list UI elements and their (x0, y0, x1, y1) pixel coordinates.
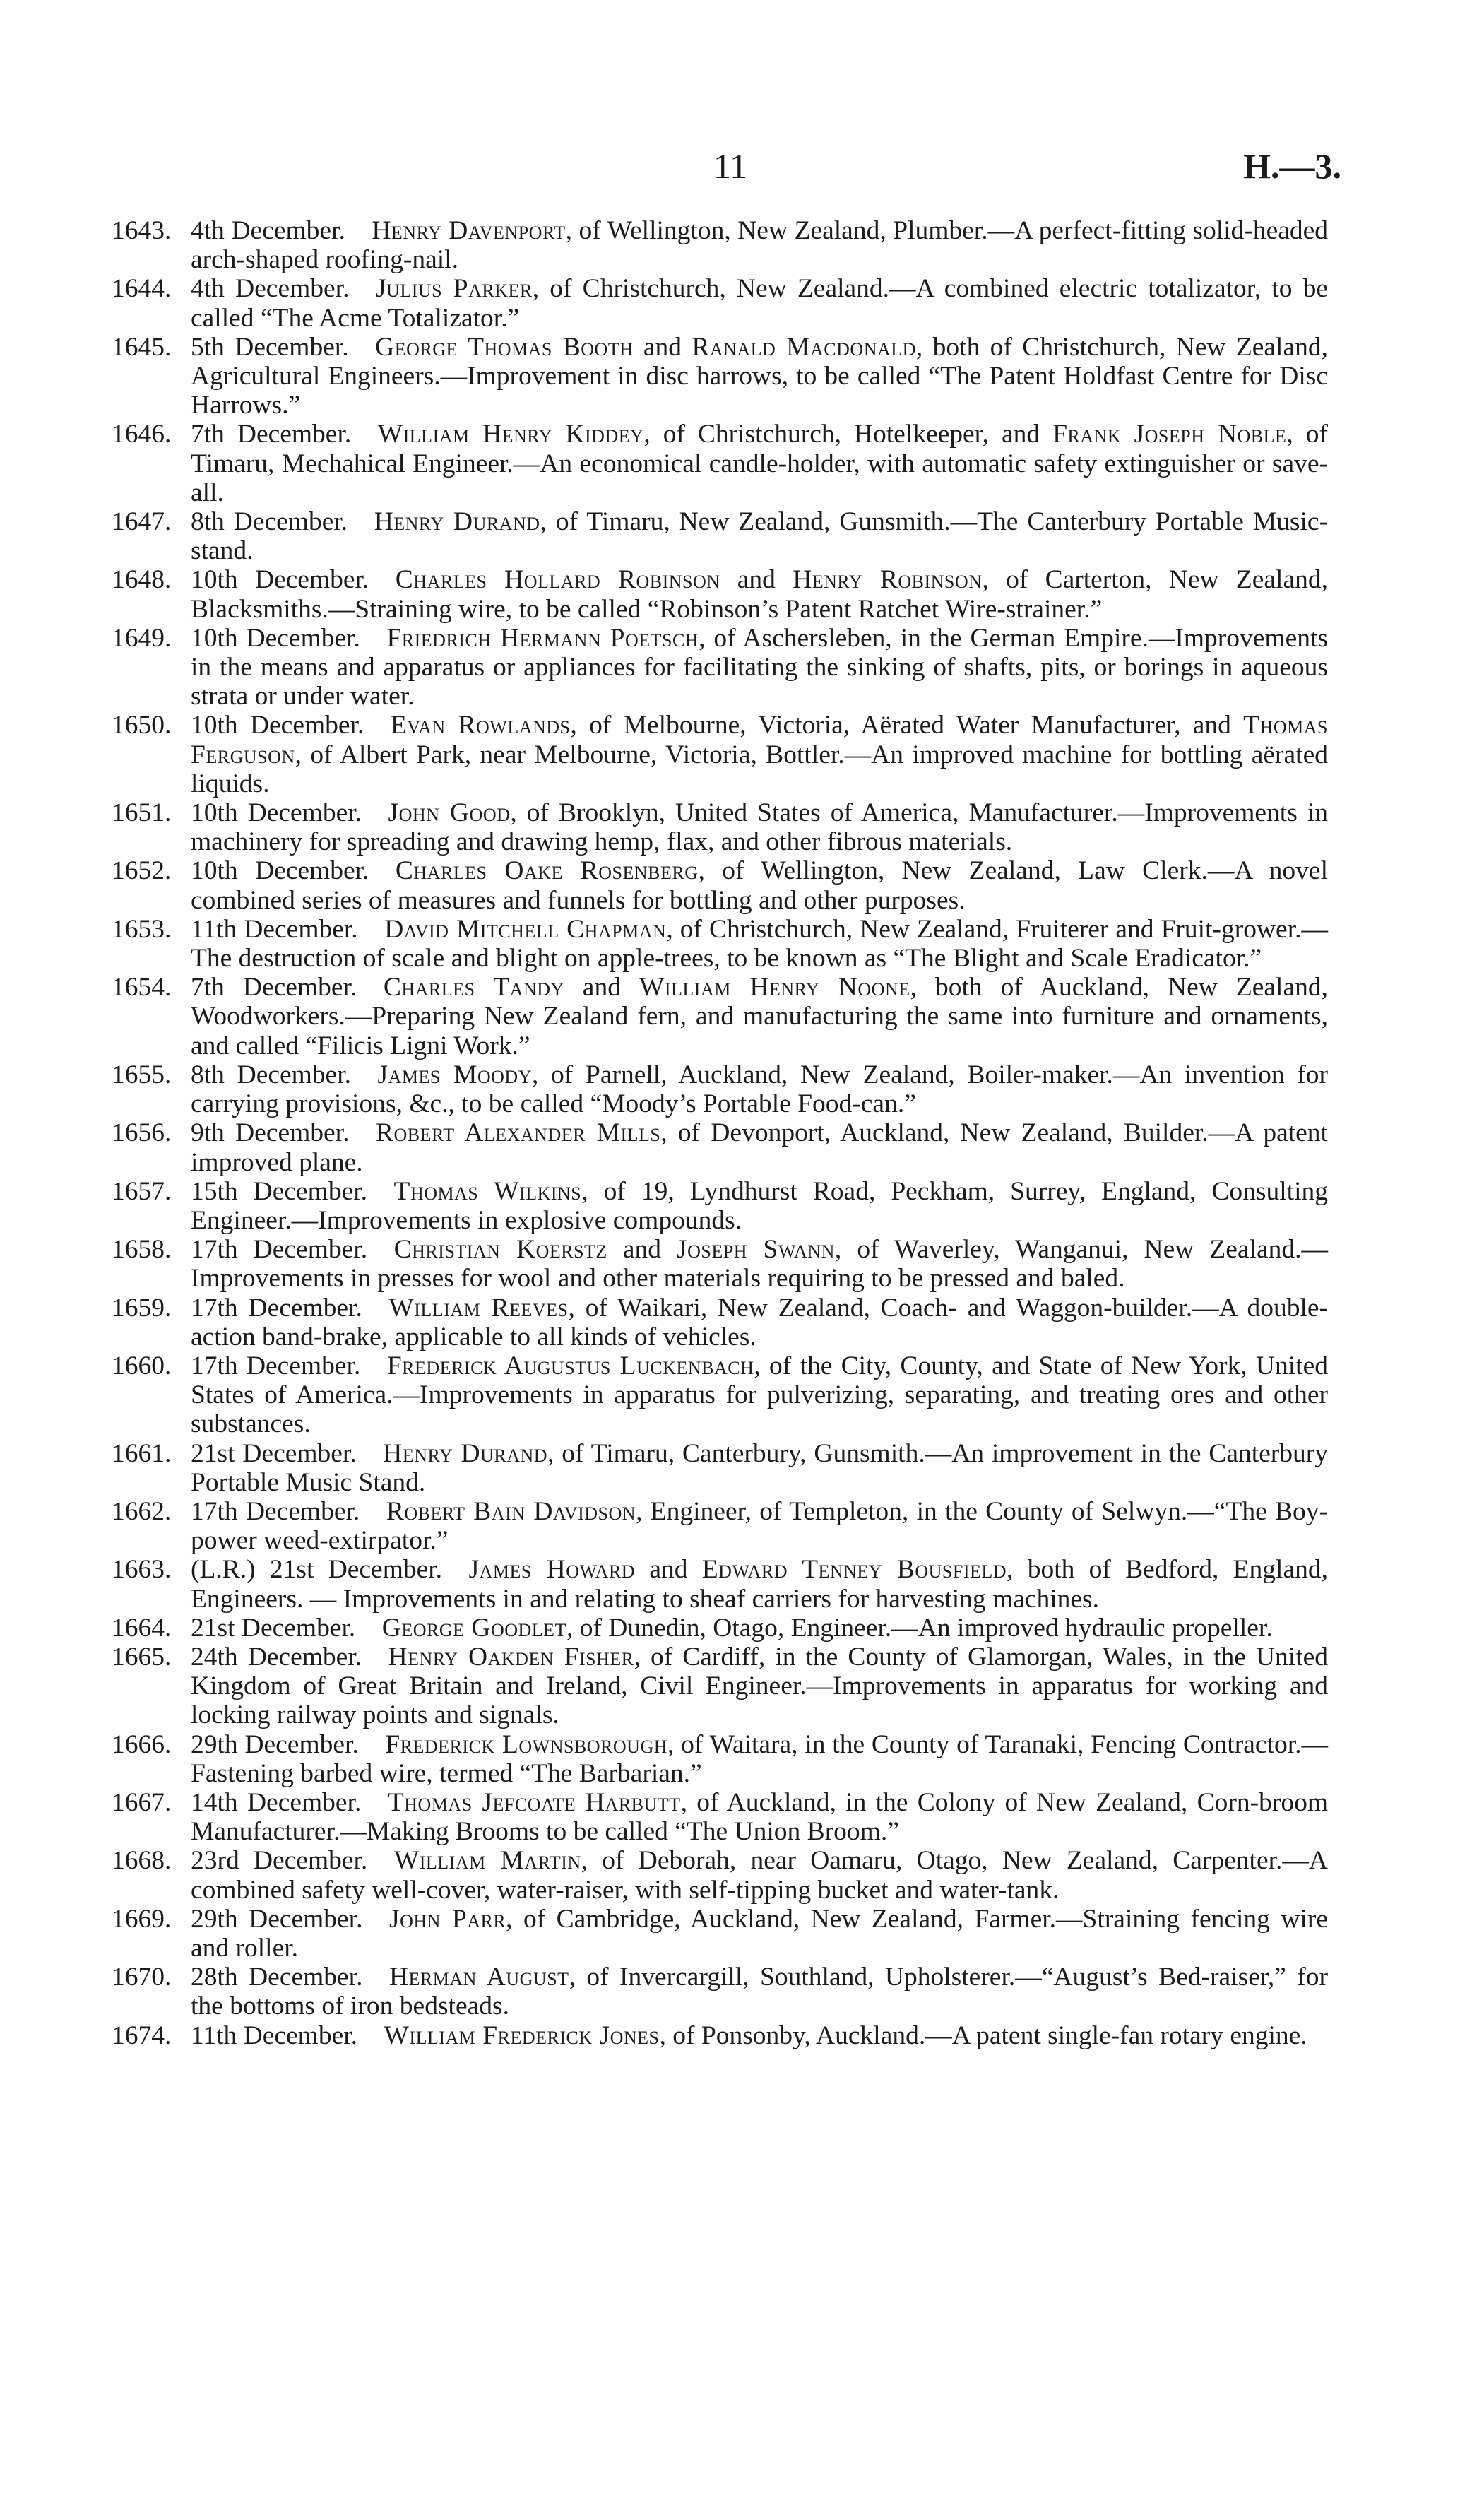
patent-entry (112, 216, 1328, 274)
patent-entry (112, 1439, 1328, 1497)
entry-description: , of Waikari, New Zealand, Coach- and Waggon-builder.—A double-action band-brake, applicable to all kinds of vehicles. (191, 1293, 1329, 1351)
entry-description: , of the City, County, and State of New York, United States of America.—Improvements in apparatus for pulverizing, separating, and treating ores and other substances. (191, 1351, 1328, 1439)
entry-number: 1674. (112, 2021, 172, 2050)
patent-entry (112, 915, 1328, 973)
entry-date: 24th December. (191, 1642, 362, 1672)
applicant-name: Henry Davenport (372, 216, 566, 245)
entry-date: 23rd December. (191, 1846, 368, 1876)
patent-entry (112, 420, 1328, 507)
entry-date: 10th December. (191, 798, 362, 828)
patent-entry (112, 798, 1328, 856)
patent-entry (112, 973, 1328, 1060)
patent-entry (112, 507, 1328, 565)
entry-date: 15th December. (191, 1176, 368, 1206)
applicant-name: Robert Alexander Mills (375, 1118, 661, 1148)
entry-description: , of Waitara, in the County of Taranaki, Fencing Contractor.—Fastening barbed wire, termed “The Barbarian.” (191, 1729, 1328, 1788)
entry-description: , of Albert Park, near Melbourne, Victoria, Bottler.—An improved machine for bottling aërated liquids. (191, 740, 1328, 798)
entry-number: 1660. (112, 1351, 172, 1380)
entry-date: 17th December. (191, 1496, 360, 1526)
applicant-name: William Reeves (388, 1293, 569, 1323)
entry-description: , of Christchurch, New Zealand, Fruiterer and Fruit-grower.—The destruction of scale and blight on apple-trees, to be known as “The Blight and Scale Eradicator.” (191, 914, 1328, 974)
entry-number: 1666. (112, 1729, 172, 1759)
applicant-name: Herman August (388, 1963, 569, 1992)
patent-entry (112, 1643, 1328, 1730)
entry-date: 29th December. (191, 1904, 363, 1934)
document-code: H.—3. (1243, 146, 1341, 186)
entry-date: (L.R.) 21st December. (191, 1555, 443, 1585)
patent-entry (112, 1497, 1328, 1555)
entry-description: , of Wellington, New Zealand, Plumber.—A perfect-fitting solid-headed arch-shaped roofing-nail. (191, 216, 1329, 275)
entry-description: , of Devonport, Auckland, New Zealand, Builder.—A patent improved plane. (191, 1118, 1328, 1177)
entry-description: , of Christchurch, Hotelkeeper, and (643, 420, 1053, 449)
applicant-name: George Goodlet (381, 1613, 566, 1643)
patent-entry (112, 1294, 1328, 1351)
patent-entry (112, 1730, 1328, 1788)
entry-description: , Engineer, of Templeton, in the County of Selwyn.—“The Boy-power weed-extirpator.” (191, 1496, 1329, 1556)
entry-description: , of Cardiff, in the County of Glamorgan, Wales, in the United Kingdom of Great Britain and Ireland, Civil Engineer.—Improvements in apparatus for working and locking railway points and signals. (191, 1642, 1329, 1730)
entry-description: and (564, 973, 639, 1002)
entry-date: 10th December. (191, 623, 360, 653)
entry-date: 17th December. (191, 1293, 362, 1323)
entry-description: , of Carterton, New Zealand, Blacksmiths.—Straining wire, to be called “Robinson’s Patent Ratchet Wire-strainer.” (191, 565, 1328, 624)
entry-number: 1655. (112, 1060, 172, 1089)
entry-date: 21st December. (191, 1613, 356, 1643)
entry-description: , of Ponsonby, Auckland.—A patent single-fan rotary engine. (659, 2021, 1307, 2050)
patent-entry (112, 711, 1328, 798)
entry-number: 1669. (112, 1904, 172, 1934)
entry-date: 10th December. (191, 565, 369, 595)
applicant-name: Thomas Ferguson (191, 711, 1328, 769)
applicant-name: Charles Hollard Robinson (395, 565, 720, 595)
entry-date: 10th December. (191, 711, 364, 740)
entry-number: 1652. (112, 856, 172, 886)
entry-date: 5th December. (191, 332, 349, 362)
entry-number: 1665. (112, 1642, 172, 1672)
patent-entry (112, 2021, 1328, 2050)
entry-description: , of Aschersleben, in the German Empire.—Improvements in the means and apparatus or appliances for facilitating the sinking of shafts, pits, or borings in aqueous strata or under water. (191, 623, 1329, 711)
entry-description: and (607, 1235, 677, 1265)
entry-description: , of Christchurch, New Zealand.—A combined electric totalizator, to be called “The Acme Totalizator.” (191, 274, 1329, 333)
applicant-name: Frank Joseph Noble (1052, 420, 1287, 449)
entry-date: 11th December. (191, 914, 358, 944)
entry-description: , of Wellington, New Zealand, Law Clerk.—A novel combined series of measures and funnels for bottling and other purposes. (191, 856, 1328, 915)
patent-entry (112, 856, 1328, 914)
entry-description: , of 19, Lyndhurst Road, Peckham, Surrey, England, Consulting Engineer.—Improvements in explosive compounds. (191, 1176, 1328, 1235)
patent-entry (112, 1846, 1328, 1904)
entry-description: , both of Bedford, England, Engineers. — Improvements in and relating to sheaf carriers for harvesting machines. (191, 1555, 1328, 1614)
entry-date: 21st December. (191, 1438, 357, 1468)
entry-number: 1659. (112, 1293, 172, 1323)
entry-number: 1657. (112, 1176, 172, 1206)
entry-description: , of Timaru, Mechahical Engineer.—An economical candle-holder, with automatic safety extinguisher or save-all. (191, 420, 1328, 507)
entry-number: 1648. (112, 565, 172, 595)
entry-number: 1646. (112, 420, 172, 449)
entry-description: and (635, 1555, 702, 1585)
entry-description: , of Melbourne, Victoria, Aërated Water Manufacturer, and (570, 711, 1244, 740)
applicant-name: Charles Tandy (383, 973, 564, 1002)
patent-entry (112, 1351, 1328, 1439)
patent-entry (112, 333, 1328, 420)
entry-description: and (633, 332, 692, 362)
entry-date: 29th December. (191, 1729, 359, 1759)
entry-number: 1649. (112, 623, 172, 653)
patent-entry (112, 1060, 1328, 1118)
applicant-name: Ranald Macdonald (692, 332, 916, 362)
entry-date: 10th December. (191, 856, 369, 886)
entry-description: , of Timaru, New Zealand, Gunsmith.—The Canterbury Portable Music-stand. (191, 507, 1329, 566)
entry-date: 8th December. (191, 507, 348, 537)
entry-date: 14th December. (191, 1787, 362, 1817)
applicant-name: John Good (388, 798, 511, 828)
applicant-name: Frederick Augustus Luckenbach (386, 1351, 754, 1380)
applicant-name: David Mitchell Chapman (384, 914, 667, 944)
entry-number: 1650. (112, 711, 172, 740)
entry-description: , of Cambridge, Auckland, New Zealand, Farmer.—Straining fencing wire and roller. (191, 1904, 1328, 1963)
applicant-name: George Thomas Booth (375, 332, 634, 362)
entry-description: , of Auckland, in the Colony of New Zealand, Corn-broom Manufacturer.—Making Brooms to be called “The Union Broom.” (191, 1787, 1328, 1847)
applicant-name: William Frederick Jones (384, 2021, 660, 2050)
applicant-name: Henry Durand (374, 507, 540, 537)
applicant-name: Charles Oake Rosenberg (395, 856, 699, 886)
entry-number: 1653. (112, 914, 172, 944)
entry-number: 1664. (112, 1613, 172, 1643)
applicant-name: Thomas Jefcoate Harbutt (387, 1787, 681, 1817)
applicant-name: James Moody (377, 1060, 532, 1089)
entry-number: 1670. (112, 1963, 172, 1992)
patent-entry (112, 1963, 1328, 2021)
applicant-name: Henry Oakden Fisher (388, 1642, 634, 1672)
applicant-name: Henry Durand (383, 1438, 548, 1468)
entry-number: 1662. (112, 1496, 172, 1526)
patent-entry (112, 1905, 1328, 1963)
entry-number: 1658. (112, 1235, 172, 1265)
applicant-name: Friedrich Hermann Poetsch (386, 623, 699, 653)
entry-number: 1647. (112, 507, 172, 537)
entry-description: , of Waverley, Wanganui, New Zealand.—Improvements in presses for wool and other materials requiring to be pressed and baled. (191, 1235, 1328, 1294)
applicant-name: Evan Rowlands (390, 711, 571, 740)
patent-entry (112, 1118, 1328, 1176)
entry-number: 1654. (112, 973, 172, 1002)
applicant-name: William Martin (393, 1846, 581, 1876)
entry-description: , of Timaru, Canterbury, Gunsmith.—An improvement in the Canterbury Portable Music Stand. (191, 1438, 1328, 1497)
applicant-name: Robert Bain Davidson (386, 1496, 636, 1526)
entry-number: 1668. (112, 1846, 172, 1876)
entry-description: , of Brooklyn, United States of America, Manufacturer.—Improvements in machinery for spreading and drawing hemp, flax, and other fibrous materials. (191, 798, 1328, 857)
entry-date: 4th December. (191, 216, 345, 245)
patent-entry (112, 274, 1328, 332)
entry-date: 17th December. (191, 1351, 361, 1380)
patent-entry (112, 1614, 1328, 1643)
entry-number: 1645. (112, 332, 172, 362)
applicant-name: Edward Tenney Bousfield (701, 1555, 1007, 1585)
applicant-name: James Howard (468, 1555, 636, 1585)
patent-application-list (112, 216, 1328, 2050)
entry-date: 8th December. (191, 1060, 351, 1089)
applicant-name: John Parr (388, 1904, 506, 1934)
entry-description: , both of Christchurch, New Zealand, Agricultural Engineers.—Improvement in disc harrows, to be called “The Patent Holdfast Centre for Disc Harrows.” (191, 332, 1328, 420)
applicant-name: Henry Robinson (793, 565, 983, 595)
applicant-name: Frederick Lownsborough (385, 1729, 667, 1759)
entry-number: 1651. (112, 798, 172, 828)
entry-number: 1661. (112, 1438, 172, 1468)
page-header (0, 141, 1460, 191)
entry-description: and (720, 565, 793, 595)
entry-description: , of Deborah, near Oamaru, Otago, New Zealand, Carpenter.—A combined safety well-cover, water-raiser, with self-tipping bucket and water-tank. (191, 1846, 1328, 1905)
entry-description: , of Invercargill, Southland, Upholsterer.—“August’s Bed-raiser,” for the bottoms of iron bedsteads. (191, 1963, 1329, 2021)
patent-entry (112, 624, 1328, 711)
entry-number: 1644. (112, 274, 172, 304)
patent-entry (112, 565, 1328, 623)
applicant-name: Thomas Wilkins (393, 1176, 582, 1206)
entry-date: 7th December. (191, 420, 352, 449)
patent-entry (112, 1235, 1328, 1293)
entry-description: , of Dunedin, Otago, Engineer.—An improved hydraulic propeller. (566, 1613, 1273, 1643)
applicant-name: William Henry Kiddey (377, 420, 644, 449)
entry-number: 1663. (112, 1555, 172, 1585)
entry-number: 1667. (112, 1787, 172, 1817)
page-number: 11 (713, 146, 748, 186)
patent-entry (112, 1555, 1328, 1613)
applicant-name: Julius Parker (375, 274, 533, 304)
applicant-name: Christian Koerstz (393, 1235, 607, 1265)
entry-number: 1643. (112, 216, 172, 245)
patent-entry (112, 1177, 1328, 1235)
entry-date: 4th December. (191, 274, 350, 304)
entry-date: 9th December. (191, 1118, 350, 1148)
applicant-name: William Henry Noone (639, 973, 910, 1002)
entry-description: , of Parnell, Auckland, New Zealand, Boiler-maker.—An invention for carrying provisions, &c., to be called “Moody’s Portable Food-can.” (191, 1060, 1329, 1119)
patent-entry (112, 1788, 1328, 1846)
entry-date: 28th December. (191, 1963, 363, 1992)
entry-date: 7th December. (191, 973, 357, 1002)
applicant-name: Joseph Swann (677, 1235, 835, 1265)
entry-date: 17th December. (191, 1235, 368, 1265)
entry-description: , both of Auckland, New Zealand, Woodworkers.—Preparing New Zealand fern, and manufacturing the same into furniture and ornaments, and called “Filicis Ligni Work.” (191, 973, 1328, 1060)
entry-number: 1656. (112, 1118, 172, 1148)
entry-date: 11th December. (191, 2021, 358, 2050)
